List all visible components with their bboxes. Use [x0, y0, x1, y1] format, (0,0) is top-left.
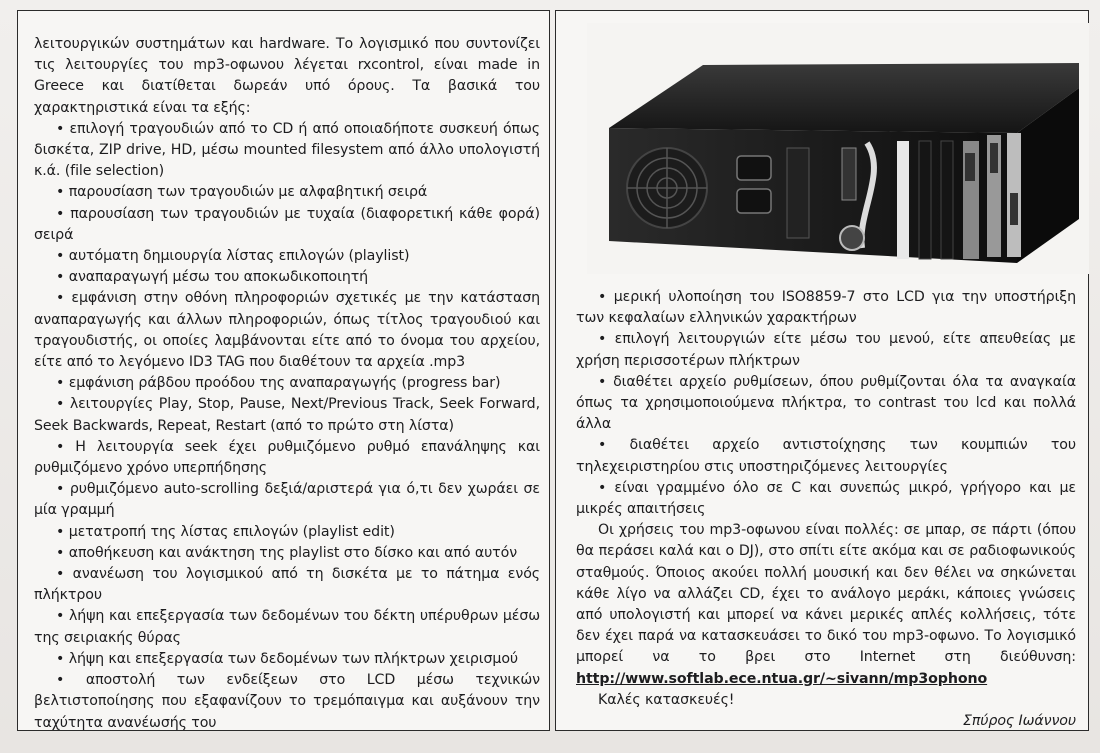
feature-bullet: • ανανέωση του λογισμικού από τη δισκέτα με το πάτημα ενός πλήκτρου	[34, 564, 540, 606]
download-link[interactable]: http://www.softlab.ece.ntua.gr/~sivann/mp3ophono	[576, 670, 988, 687]
power-inlet	[737, 156, 771, 180]
body-paragraph	[576, 520, 1076, 690]
feature-bullet: • λήψη και επεξεργασία των δεδομένων των πλήκτρων χειρισμού	[34, 649, 540, 670]
case-top	[609, 63, 1079, 133]
right-column	[555, 10, 1089, 731]
feature-bullet: • αποθήκευση και ανάκτηση της playlist στο δίσκο και από αυτόν	[34, 543, 540, 564]
feature-bullet: • αναπαραγωγή μέσω του αποκωδικοποιητή	[34, 267, 540, 288]
right-column-text	[576, 287, 1076, 732]
left-column-text	[34, 34, 540, 734]
feature-bullet: • Η λειτουργία seek έχει ρυθμιζόμενο ρυθμό επανάληψης και ρυθμιζόμενο χρόνο υπερπήδησης	[34, 437, 540, 479]
feature-bullet: • εμφάνιση ράβδου προόδου της αναπαραγωγής (progress bar)	[34, 373, 540, 394]
feature-bullet: • παρουσίαση των τραγουδιών με αλφαβητική σειρά	[34, 182, 540, 203]
feature-bullet: • ρυθμιζόμενο auto-scrolling δεξιά/αριστερά για ό,τι δεν χωράει σε μία γραμμή	[34, 479, 540, 521]
expansion-slot	[897, 141, 909, 259]
feature-bullet: • μερική υλοποίηση του ISO8859-7 στο LCD για την υποστήριξη των κεφαλαίων ελληνικών χαρακτήρων	[576, 287, 1076, 329]
closing-line: Καλές κατασκευές!	[598, 691, 735, 708]
parallel-port	[842, 148, 856, 200]
author-signature: Σπύρος Ιωάννου	[963, 713, 1076, 730]
feature-bullet: • διαθέτει αρχείο αντιστοίχησης των κουμπιών του τηλεχειριστηρίου στις υποστηριζόμενες λειτουργίες	[576, 435, 1076, 477]
pc-case-illustration	[587, 23, 1089, 274]
paragraph-text: Οι χρήσεις του mp3-οφωνου είναι πολλές: σε μπαρ, σε πάρτι (όπου θα περάσει καλά και ο DJ), στο σπίτι είτε ακόμα και σε ραδιοφωνικούς σταθμούς. Όποιος ακούει πολλή μουσική και δεν θέλει να σηκώνεται κάθε λίγο να αλλάζει CD, έχει το ανάλογο μεράκι, κάποιες γνώσεις από υπολογιστή και μπορεί να κάνει μερικές απλές κολλήσεις, τότε δεν έχει παρά να κατασκευάσει το δικό του mp3-οφωνο. Το λογισμικό μπορεί να το βρει στο Internet στη διεύθυνση:	[576, 522, 1076, 666]
feature-bullet: • αποστολή των ενδείξεων στο LCD μέσω τεχνικών βελτιστοποίησης που εξαφανίζουν το τρεμόπαιγμα και αυξάνουν την ταχύτητα ανανέωσής του	[34, 670, 540, 734]
expansion-slot	[919, 141, 931, 259]
expansion-slot	[941, 141, 953, 259]
feature-bullet: • εμφάνιση στην οθόνη πληροφοριών σχετικές με την κατάσταση αναπαραγωγής και άλλων πληροφοριών, όπως τίτλος τραγουδιού και τραγουδιστής, οι οποίες λαμβάνονται είτε από το όνομα του αρχείου, είτε από το λεγόμενο ID3 TAG που διαθέτουν τα αρχεία .mp3	[34, 288, 540, 373]
feature-bullet: • επιλογή τραγουδιών από το CD ή από οποιαδήποτε συσκευή όπως δισκέτα, ZIP drive, HD, μέσω mounted filesystem από άλλο υπολογιστή κ.ά. (file selection)	[34, 119, 540, 183]
intro-paragraph: λειτουργικών συστημάτων και hardware. Το λογισμικό που συντονίζει τις λειτουργίες του mp3-οφωνου λέγεται rxcontrol, είναι made in Greece και διατίθεται δωρεάν υπό όρους. Τα βασικά του χαρακτηριστικά είναι τα εξής:	[34, 36, 540, 116]
feature-bullet: • διαθέτει αρχείο ρυθμίσεων, όπου ρυθμίζονται όλα τα αναγκαία όπως τα χρησιμοποιούμενα πλήκτρα, το contrast του lcd και πολλά άλλα	[576, 372, 1076, 436]
feature-bullet: • παρουσίαση των τραγουδιών με τυχαία (διαφορετική κάθε φορά) σειρά	[34, 204, 540, 246]
power-outlet	[737, 189, 771, 213]
ps2-connector	[840, 226, 864, 250]
feature-bullet: • είναι γραμμένο όλο σε C και συνεπώς μικρό, γρήγορο και με μικρές απαιτήσεις	[576, 478, 1076, 520]
feature-bullet: • λειτουργίες Play, Stop, Pause, Next/Previous Track, Seek Forward, Seek Backwards, Repeat, Restart (από το πρώτο στη λίστα)	[34, 394, 540, 436]
feature-bullet: • μετατροπή της λίστας επιλογών (playlist edit)	[34, 522, 540, 543]
pc-case-photo	[587, 23, 1089, 274]
feature-bullet: • επιλογή λειτουργιών είτε μέσω του μενού, είτε απευθείας με χρήση περισσοτέρων πλήκτρων	[576, 329, 1076, 371]
left-column	[17, 10, 550, 731]
feature-bullet: • λήψη και επεξεργασία των δεδομένων του δέκτη υπέρυθρων μέσω της σειριακής θύρας	[34, 606, 540, 648]
feature-bullet: • αυτόματη δημιουργία λίστας επιλογών (playlist)	[34, 246, 540, 267]
